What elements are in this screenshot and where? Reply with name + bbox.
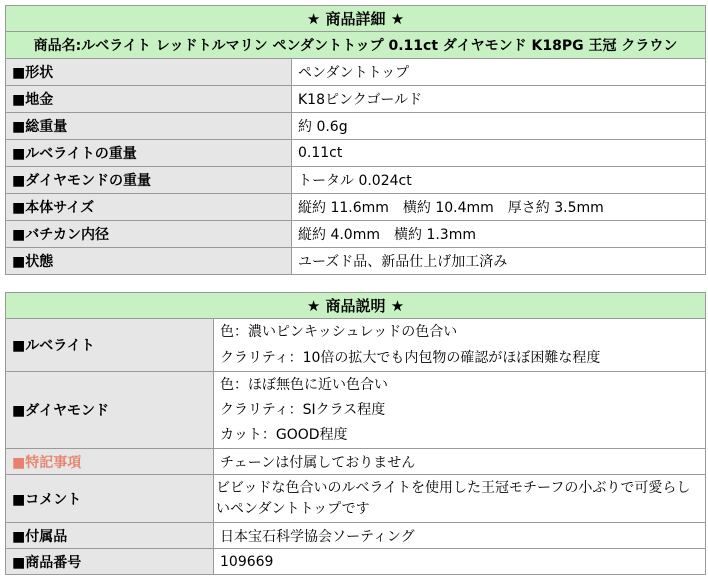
desc-label: ■ルベライト [6,319,214,372]
desc-value: 109669 [214,549,706,575]
details-heading: ★ 商品詳細 ★ [6,6,706,32]
detail-label: ■状態 [6,248,292,275]
detail-label: ■ダイヤモンドの重量 [6,167,292,194]
desc-label: ■コメント [6,475,214,523]
desc-value: 日本宝石科学協会ソーティング [214,523,706,549]
desc-label: ■商品番号 [6,549,214,575]
diamond-color: 色：ほぼ無色に近い色合い [220,376,388,393]
detail-label: ■ルベライトの重量 [6,140,292,167]
detail-value: 0.11ct [292,140,706,167]
detail-row-diamond-weight [6,167,706,194]
detail-value: 縦約 4.0mm 横約 1.3mm [292,221,706,248]
desc-row-product-number [6,549,706,575]
desc-label: ■特記事項 [6,449,214,475]
product-description-table [5,292,706,575]
diamond-clarity: クラリティ：SIクラス程度 [220,401,386,418]
desc-row-rubellite [6,319,706,372]
detail-row-size [6,194,706,221]
detail-label: ■地金 [6,86,292,113]
detail-value: ペンダントトップ [292,59,706,86]
detail-value: トータル 0.024ct [292,167,706,194]
rubellite-clarity: クラリティ：10倍の拡大でも内包物の確認がほぼ困難な程度 [220,350,601,366]
desc-row-notes [6,449,706,475]
detail-label: ■バチカン内径 [6,221,292,248]
desc-value [214,319,706,372]
rubellite-color: 色：濃いピンキッシュレッドの色合い [220,324,458,340]
description-heading: ★ 商品説明 ★ [6,293,706,319]
detail-row-metal [6,86,706,113]
detail-value: K18ピンクゴールド [292,86,706,113]
desc-row-accessories [6,523,706,549]
product-details-table [5,5,706,275]
desc-row-diamond [6,372,706,449]
desc-label: ■ダイヤモンド [6,372,214,449]
desc-row-comment [6,475,706,523]
diamond-cut: カット：GOOD程度 [220,426,348,443]
detail-label: ■本体サイズ [6,194,292,221]
desc-value: ビビッドな色合いのルベライトを使用した王冠モチーフの小ぶりで可愛らしいペンダントトップです [214,475,706,523]
detail-label: ■総重量 [6,113,292,140]
desc-value [214,372,706,449]
detail-row-shape [6,59,706,86]
desc-label: ■付属品 [6,523,214,549]
detail-row-bail [6,221,706,248]
detail-label: ■形状 [6,59,292,86]
product-name: 商品名:ルベライト レッドトルマリン ペンダントトップ 0.11ct ダイヤモンド K18PG 王冠 クラウン [6,32,706,59]
detail-row-total-weight [6,113,706,140]
detail-row-condition [6,248,706,275]
detail-value: 縦約 11.6mm 横約 10.4mm 厚さ約 3.5mm [292,194,706,221]
detail-value: 約 0.6g [292,113,706,140]
desc-value: チェーンは付属しておりません [214,449,706,475]
detail-value: ユーズド品、新品仕上げ加工済み [292,248,706,275]
detail-row-rubellite-weight [6,140,706,167]
